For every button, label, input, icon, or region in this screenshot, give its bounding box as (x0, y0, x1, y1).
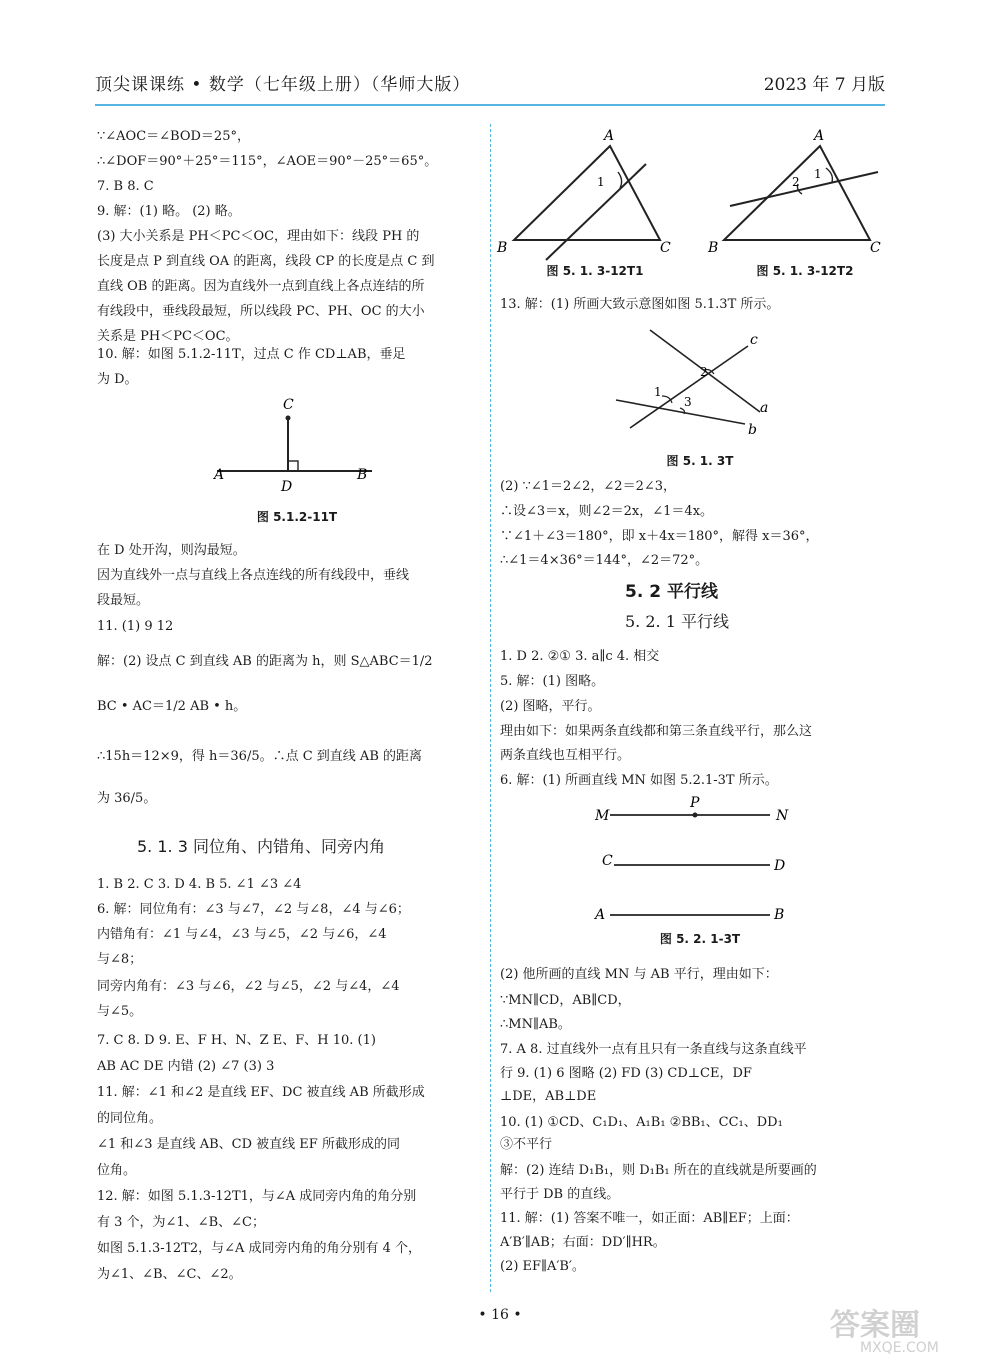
text-line: 的同位角。 (97, 1111, 163, 1126)
label-A: A (604, 128, 615, 144)
text-line: ⊥DE，AB⊥DE (500, 1089, 597, 1104)
text-line: 关系是 PH＜PC＜OC。 (97, 329, 239, 344)
angle-label-2: 2 (792, 175, 800, 189)
text-line: ∴设∠3＝x，则∠2＝2x，∠1＝4x。 (500, 504, 714, 519)
figure-caption: 图 5. 1. 3-12T1 (546, 264, 644, 278)
right-column (497, 128, 890, 1298)
text-line: 行 9. (1) 6 图略 (2) FD (3) CD⊥CE，DF (500, 1066, 752, 1081)
label-D: D (774, 858, 786, 874)
label-P: P (690, 795, 700, 811)
text-line: 平行于 DB 的直线。 (500, 1187, 620, 1202)
text-line: 有 3 个，为∠1、∠B、∠C； (97, 1215, 265, 1230)
angle-label-3: 3 (684, 395, 692, 409)
line-label-b: b (748, 422, 757, 438)
text-line: 解：(2) 设点 C 到直线 AB 的距离为 h，则 S△ABC＝1/2 (97, 654, 433, 669)
figure-5-2-1-3T (590, 793, 800, 923)
text-line: 两条直线也互相平行。 (500, 748, 631, 763)
edition-date: 2023 年 7 月版 (763, 75, 885, 95)
page-header (95, 66, 885, 100)
figure-caption: 图 5. 2. 1-3T (659, 932, 741, 946)
figure-caption: 图 5. 1. 3T (666, 454, 734, 468)
text-line: 内错角有：∠1 与∠4，∠3 与∠5，∠2 与∠6，∠4 (97, 927, 387, 942)
label-A: A (595, 907, 606, 923)
text-line: 7. A 8. 过直线外一点有且只有一条直线与这条直线平 (500, 1042, 807, 1057)
text-line: 有线段中，垂线段最短，所以线段 PC、PH、OC 的大小 (97, 304, 425, 319)
text-line: 1. D 2. ②① 3. a∥c 4. 相交 (500, 649, 660, 664)
text-line: 解：(2) 连结 D₁B₁，则 D₁B₁ 所在的直线就是所要画的 (500, 1163, 817, 1178)
label-N: N (776, 808, 789, 824)
section-title-5-1-3: 5. 1. 3 同位角、内错角、同旁内角 (137, 837, 385, 856)
text-line: ∴MN∥AB。 (500, 1017, 571, 1032)
header-rule (95, 104, 885, 106)
text-line: 与∠5。 (97, 1004, 143, 1019)
left-column (97, 128, 487, 1298)
text-line: (2) 他所画的直线 MN 与 AB 平行，理由如下： (500, 967, 778, 982)
text-line: (2) ∵∠1＝2∠2，∠2＝2∠3， (500, 479, 677, 494)
label-B: B (497, 240, 508, 256)
column-divider (490, 124, 491, 1292)
text-line: (2) EF∥A′B′。 (500, 1259, 585, 1274)
label-D: D (281, 479, 293, 495)
text-line: 1. B 2. C 3. D 4. B 5. ∠1 ∠3 ∠4 (97, 877, 302, 892)
text-line: 7. B 8. C (97, 179, 154, 194)
text-line: 为∠1、∠B、∠C、∠2。 (97, 1267, 242, 1282)
figure-5-1-2-11T (197, 393, 397, 518)
text-line: 5. 解：(1) 图略。 (500, 674, 605, 689)
text-line: 10. (1) ①CD、C₁D₁、A₁B₁ ②BB₁、CC₁、DD₁ (500, 1115, 783, 1130)
figure-5-1-3-12T1 (497, 128, 690, 258)
text-line: 同旁内角有：∠3 与∠6，∠2 与∠5，∠2 与∠4，∠4 (97, 979, 400, 994)
label-B: B (774, 907, 785, 923)
watermark-logo: 答案圈 (830, 1308, 920, 1343)
text-line: AB AC DE 内错 (2) ∠7 (3) 3 (97, 1059, 275, 1074)
angle-label-1: 1 (654, 385, 662, 399)
label-A: A (814, 128, 825, 144)
line-label-a: a (760, 400, 769, 416)
text-line: 7. C 8. D 9. E、F H、N、Z E、F、H 10. (1) (97, 1033, 376, 1048)
figure-5-1-3-12T2 (710, 128, 890, 258)
text-line: 13. 解：(1) 所画大致示意图如图 5.1.3T 所示。 (500, 297, 780, 312)
angle-label-1: 1 (597, 175, 605, 189)
text-line: 为 36/5。 (97, 791, 157, 806)
text-line: 11. 解：(1) 答案不唯一，如正面：AB∥EF；上面： (500, 1211, 799, 1226)
text-line: 11. (1) 9 12 (97, 619, 174, 634)
text-line: 为 D。 (97, 372, 138, 387)
text-line: ∵∠AOC＝∠BOD＝25°， (97, 129, 250, 144)
text-line: 理由如下：如果两条直线都和第三条直线平行，那么这 (500, 724, 813, 739)
text-line: A′B′∥AB；右面：DD′∥HR。 (500, 1235, 666, 1250)
text-line: ∵∠1＋∠3＝180°，即 x＋4x＝180°，解得 x＝36°， (500, 529, 819, 544)
text-line: 与∠8； (97, 952, 143, 967)
text-line: 6. 解：(1) 所画直线 MN 如图 5.2.1-3T 所示。 (500, 773, 778, 788)
text-line: 12. 解：如图 5.1.3-12T1，与∠A 成同旁内角的角分别 (97, 1189, 417, 1204)
text-line: 因为直线外一点与直线上各点连线的所有线段中，垂线 (97, 568, 410, 583)
text-line: 6. 解：同位角有：∠3 与∠7，∠2 与∠8，∠4 与∠6； (97, 902, 410, 917)
text-line: (2) 图略，平行。 (500, 699, 601, 714)
book-title: 顶尖课课练 • 数学（七年级上册）（华师大版） (95, 75, 471, 95)
text-line: 长度是点 P 到直线 OA 的距离，线段 CP 的长度是点 C 到 (97, 254, 435, 269)
label-C: C (870, 240, 881, 256)
text-line: ∴15h＝12×9，得 h＝36/5。∴点 C 到直线 AB 的距离 (97, 749, 423, 764)
text-line: ∴∠1＝4×36°＝144°，∠2＝72°。 (500, 553, 709, 568)
text-line: ∵MN∥CD，AB∥CD， (500, 993, 631, 1008)
label-A: A (214, 467, 225, 483)
text-line: 位角。 (97, 1163, 137, 1178)
text-line: 9. 解：(1) 略。 (2) 略。 (97, 204, 241, 219)
angle-label-1: 1 (814, 167, 822, 181)
text-line: 直线 OB 的距离。因为直线外一点到直线上各点连结的所 (97, 279, 425, 294)
label-C: C (283, 397, 294, 413)
watermark-site: MXQE.COM (860, 1340, 939, 1356)
text-line: 11. 解：∠1 和∠2 是直线 EF、DC 被直线 AB 所截形成 (97, 1085, 425, 1100)
text-line: BC • AC＝1/2 AB • h。 (97, 699, 247, 714)
text-line: 段最短。 (97, 593, 150, 608)
label-C: C (660, 240, 671, 256)
label-C: C (602, 853, 613, 869)
text-line: ∴∠DOF＝90°＋25°＝115°，∠AOE＝90°－25°＝65°。 (97, 154, 438, 169)
figure-5-1-3T (610, 318, 780, 440)
section-title-5-2-1: 5. 2. 1 平行线 (625, 612, 729, 631)
figure-caption: 图 5.1.2-11T (256, 510, 338, 524)
label-M: M (595, 808, 610, 824)
angle-label-2: 2 (700, 365, 708, 379)
page-number: • 16 • (478, 1307, 522, 1323)
section-title-5-2: 5. 2 平行线 (625, 582, 718, 602)
text-line: 在 D 处开沟，则沟最短。 (97, 543, 246, 558)
text-line: (3) 大小关系是 PH＜PC＜OC，理由如下：线段 PH 的 (97, 229, 420, 244)
label-B: B (357, 467, 368, 483)
text-line: 如图 5.1.3-12T2，与∠A 成同旁内角的角分别有 4 个， (97, 1241, 422, 1256)
figure-caption: 图 5. 1. 3-12T2 (756, 264, 854, 278)
text-line: 10. 解：如图 5.1.2-11T，过点 C 作 CD⊥AB，垂足 (97, 347, 406, 362)
label-B: B (708, 240, 719, 256)
text-line: ∠1 和∠3 是直线 AB、CD 被直线 EF 所截形成的同 (97, 1137, 400, 1152)
text-line: ③不平行 (500, 1137, 553, 1152)
line-label-c: c (750, 332, 758, 348)
